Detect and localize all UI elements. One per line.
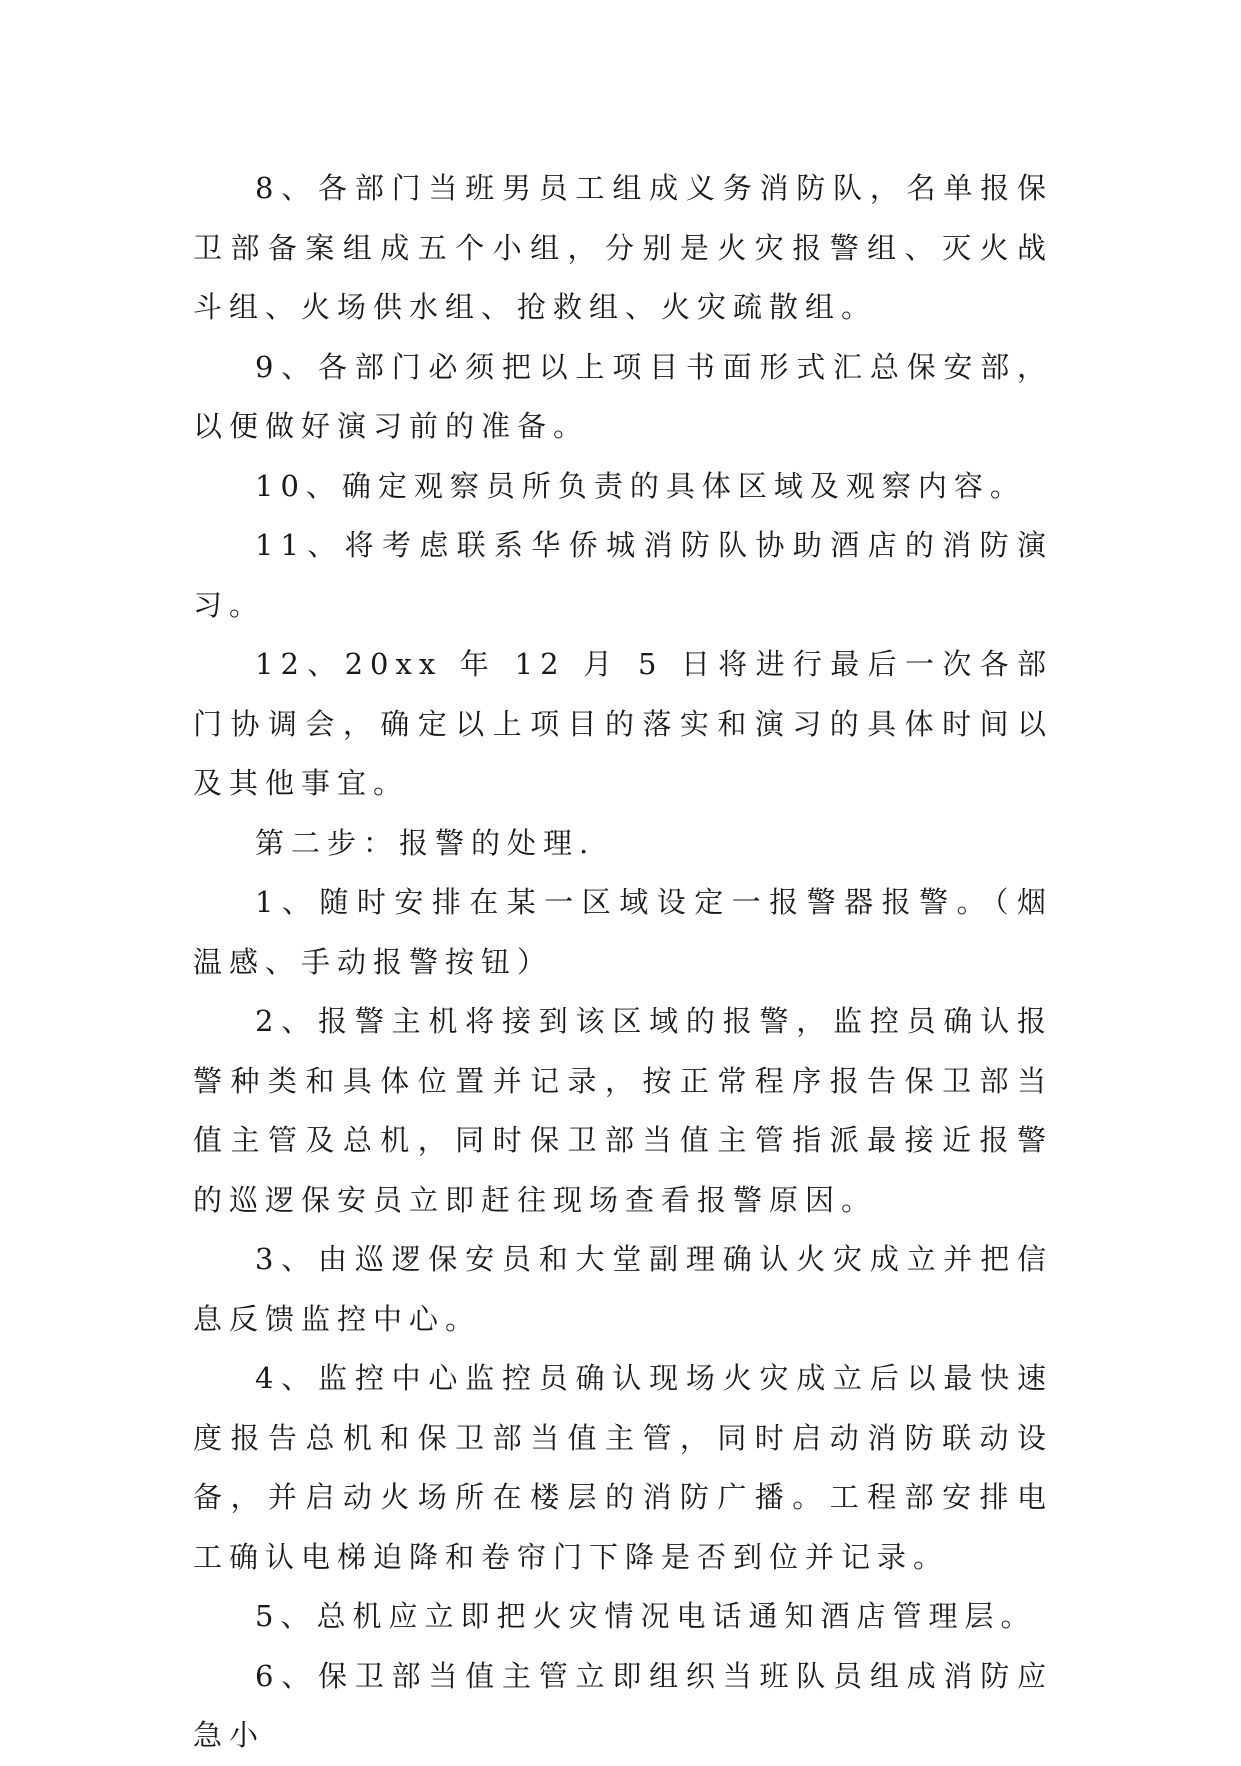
- paragraph-item-9: 9、各部门必须把以上项目书面形式汇总保安部，以便做好演习前的准备。: [193, 349, 1053, 443]
- paragraph-item-10: 10、确定观察员所负责的具体区域及观察内容。: [255, 468, 1026, 503]
- paragraph-item-8: 8、各部门当班男员工组成义务消防队，名单报保卫部备案组成五个小组，分别是火灾报警组、灭火战斗组、火场供水组、抢救组、火灾疏散组。: [193, 171, 1053, 324]
- paragraph-item-6: 6、保卫部当值主管立即组织当班队员组成消防应急小: [193, 1658, 1053, 1752]
- paragraph-item-12: 12、20xx 年 12 月 5 日将进行最后一次各部门协调会，确定以上项目的落实和演习的具体时间以及其他事宜。: [193, 647, 1053, 800]
- paragraph-item-3: 3、由巡逻保安员和大堂副理确认火灾成立并把信息反馈监控中心。: [193, 1242, 1053, 1336]
- paragraph-item-2: 2、报警主机将接到该区域的报警，监控员确认报警种类和具体位置并记录，按正常程序报告保卫部当值主管及总机，同时保卫部当值主管指派最接近报警的巡逻保安员立即赶往现场查看报警原因。: [193, 1004, 1053, 1217]
- paragraph-item-1: 1、随时安排在某一区域设定一报警器报警。（烟温感、手动报警按钮）: [193, 885, 1053, 979]
- paragraph-item-11: 11、将考虑联系华侨城消防队协助酒店的消防演习。: [193, 528, 1053, 622]
- paragraph-item-4: 4、监控中心监控员确认现场火灾成立后以最快速度报告总机和保卫部当值主管，同时启动消防联动设备，并启动火场所在楼层的消防广播。工程部安排电工确认电梯迫降和卷帘门下降是否到位并记录。: [193, 1361, 1053, 1574]
- document-body: [193, 159, 1053, 1766]
- paragraph-item-5: 5、总机应立即把火灾情况电话通知酒店管理层。: [255, 1599, 1037, 1633]
- section-heading-step-two: 第二步：报警的处理.: [255, 825, 596, 860]
